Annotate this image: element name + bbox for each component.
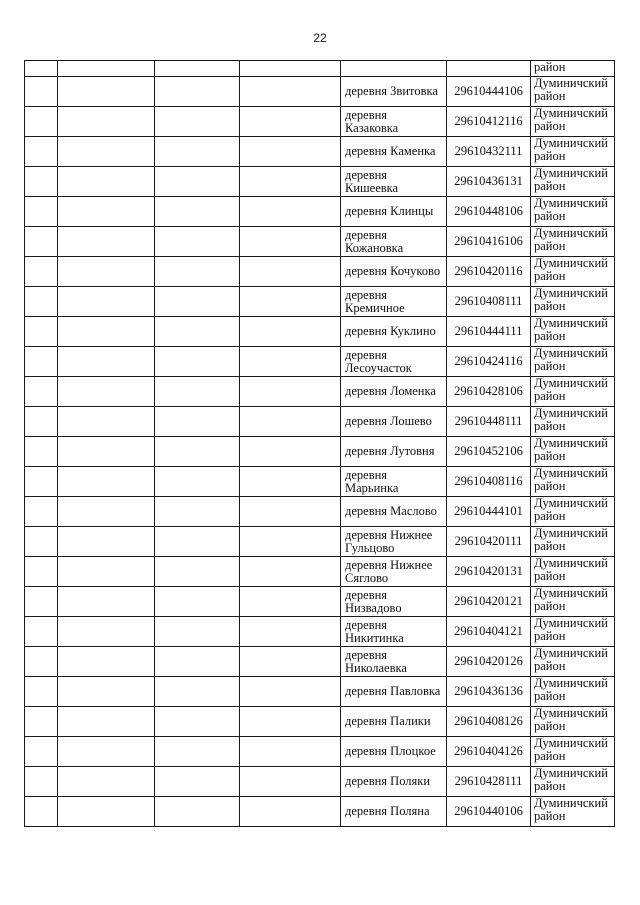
page-number: 22 [313, 31, 327, 45]
settlement-name-cell: деревня Клинцы [341, 197, 447, 227]
table-cell [25, 677, 58, 707]
settlement-name-cell: деревня Кочуково [341, 257, 447, 287]
table-cell [240, 707, 341, 737]
table-cell [155, 527, 240, 557]
table-cell [25, 167, 58, 197]
oktmo-code-cell: 29610404126 [447, 737, 531, 767]
table-cell [155, 61, 240, 77]
table-cell [155, 227, 240, 257]
table-cell [25, 707, 58, 737]
settlements-table [24, 60, 615, 827]
table-row [25, 647, 615, 677]
table-cell [25, 737, 58, 767]
table-cell [155, 197, 240, 227]
table-cell [447, 61, 531, 77]
table-cell [25, 77, 58, 107]
table-body [25, 61, 615, 827]
table-cell [155, 107, 240, 137]
table-row [25, 497, 615, 527]
table-cell [240, 107, 341, 137]
table-row [25, 61, 615, 77]
table-cell [155, 467, 240, 497]
table-row [25, 347, 615, 377]
settlement-name-cell: деревня Низвадово [341, 587, 447, 617]
table-cell [58, 617, 155, 647]
table-cell [25, 527, 58, 557]
table-row [25, 707, 615, 737]
table-cell [155, 137, 240, 167]
district-cell: Думиничский район [531, 197, 615, 227]
district-cell: Думиничский район [531, 137, 615, 167]
table-row [25, 737, 615, 767]
settlement-name-cell: деревня Лесоучасток [341, 347, 447, 377]
table-cell [240, 287, 341, 317]
district-cell: Думиничский район [531, 287, 615, 317]
oktmo-code-cell: 29610404121 [447, 617, 531, 647]
table-cell [58, 167, 155, 197]
table-cell [25, 617, 58, 647]
district-cell: Думиничский район [531, 677, 615, 707]
table-cell [240, 407, 341, 437]
table-cell [155, 377, 240, 407]
table-cell [58, 467, 155, 497]
oktmo-code-cell: 29610440106 [447, 797, 531, 827]
table-row [25, 107, 615, 137]
oktmo-code-cell: 29610444111 [447, 317, 531, 347]
table-cell [155, 647, 240, 677]
settlement-name-cell: деревня Поляки [341, 767, 447, 797]
table-cell [58, 437, 155, 467]
oktmo-code-cell: 29610420111 [447, 527, 531, 557]
table-cell [58, 557, 155, 587]
table-cell [240, 197, 341, 227]
table-cell [155, 347, 240, 377]
table-cell [58, 707, 155, 737]
table-cell [58, 677, 155, 707]
oktmo-code-cell: 29610448111 [447, 407, 531, 437]
table-cell [58, 407, 155, 437]
oktmo-code-cell: 29610428111 [447, 767, 531, 797]
table-row [25, 137, 615, 167]
settlement-name-cell: деревня Никитинка [341, 617, 447, 647]
oktmo-code-cell: 29610412116 [447, 107, 531, 137]
settlement-name-cell: деревня Казаковка [341, 107, 447, 137]
table-cell [240, 617, 341, 647]
oktmo-code-cell: 29610424116 [447, 347, 531, 377]
table-row [25, 437, 615, 467]
table-cell [58, 317, 155, 347]
table-row [25, 797, 615, 827]
table-cell [25, 437, 58, 467]
table-cell [240, 61, 341, 77]
table-cell [155, 587, 240, 617]
table-cell [58, 587, 155, 617]
settlement-name-cell: деревня Плоцкое [341, 737, 447, 767]
district-cell: Думиничский район [531, 737, 615, 767]
table-cell [58, 137, 155, 167]
oktmo-code-cell: 29610408126 [447, 707, 531, 737]
oktmo-code-cell: 29610428106 [447, 377, 531, 407]
oktmo-code-cell: 29610444106 [447, 77, 531, 107]
table-cell [155, 617, 240, 647]
oktmo-code-cell: 29610436136 [447, 677, 531, 707]
table-cell [155, 497, 240, 527]
table-cell [155, 407, 240, 437]
table-cell [240, 137, 341, 167]
table-cell [25, 557, 58, 587]
table-cell [25, 227, 58, 257]
table-cell [58, 377, 155, 407]
table-cell [240, 467, 341, 497]
table-cell [240, 587, 341, 617]
settlement-name-cell: деревня Марьинка [341, 467, 447, 497]
district-cell: Думиничский район [531, 437, 615, 467]
oktmo-code-cell: 29610408116 [447, 467, 531, 497]
table-cell [58, 647, 155, 677]
table-cell [240, 497, 341, 527]
settlement-name-cell: деревня Куклино [341, 317, 447, 347]
table-cell [155, 437, 240, 467]
table-cell [155, 77, 240, 107]
table-row [25, 167, 615, 197]
table-cell [240, 437, 341, 467]
table-row [25, 407, 615, 437]
table-row [25, 527, 615, 557]
table-cell [25, 407, 58, 437]
district-cell: Думиничский район [531, 257, 615, 287]
table-cell [240, 77, 341, 107]
table-cell [58, 61, 155, 77]
table-cell [58, 767, 155, 797]
district-cell: Думиничский район [531, 797, 615, 827]
oktmo-code-cell: 29610448106 [447, 197, 531, 227]
settlement-name-cell: деревня Каменка [341, 137, 447, 167]
settlement-name-cell: деревня Поляна [341, 797, 447, 827]
table-row [25, 227, 615, 257]
table-cell [58, 797, 155, 827]
oktmo-code-cell: 29610416106 [447, 227, 531, 257]
district-cell: Думиничский район [531, 767, 615, 797]
oktmo-code-cell: 29610420131 [447, 557, 531, 587]
table-row [25, 257, 615, 287]
table-row [25, 467, 615, 497]
table-row [25, 197, 615, 227]
oktmo-code-cell: 29610420121 [447, 587, 531, 617]
table-cell [240, 557, 341, 587]
table-cell [25, 797, 58, 827]
table-cell [155, 737, 240, 767]
table-cell [155, 707, 240, 737]
table-cell [240, 317, 341, 347]
settlement-name-cell: деревня Палики [341, 707, 447, 737]
table-cell [25, 137, 58, 167]
settlement-name-cell: деревня Ломенка [341, 377, 447, 407]
settlement-name-cell: деревня Лутовня [341, 437, 447, 467]
table-cell [58, 257, 155, 287]
table-cell [25, 767, 58, 797]
table-row [25, 77, 615, 107]
table-cell [58, 197, 155, 227]
table-cell [341, 61, 447, 77]
settlement-name-cell: деревня Кремичное [341, 287, 447, 317]
oktmo-code-cell: 29610408111 [447, 287, 531, 317]
table-cell [155, 257, 240, 287]
settlement-name-cell: деревня Лошево [341, 407, 447, 437]
table-row [25, 287, 615, 317]
table-cell [155, 287, 240, 317]
oktmo-code-cell: 29610452106 [447, 437, 531, 467]
table-cell [25, 347, 58, 377]
oktmo-code-cell: 29610444101 [447, 497, 531, 527]
district-cell: Думиничский район [531, 557, 615, 587]
table-cell [240, 347, 341, 377]
district-cell: Думиничский район [531, 707, 615, 737]
settlement-name-cell: деревня Кожановка [341, 227, 447, 257]
district-cell: Думиничский район [531, 587, 615, 617]
table-cell [240, 257, 341, 287]
table-cell [25, 587, 58, 617]
table-cell [25, 197, 58, 227]
table-row [25, 587, 615, 617]
settlement-name-cell: деревня Кишеевка [341, 167, 447, 197]
table-row [25, 377, 615, 407]
table-row [25, 767, 615, 797]
district-cell: Думиничский район [531, 167, 615, 197]
table-cell [155, 557, 240, 587]
table-cell [240, 227, 341, 257]
district-cell: Думиничский район [531, 497, 615, 527]
settlement-name-cell: деревня Нижнее Гульцово [341, 527, 447, 557]
oktmo-code-cell: 29610432111 [447, 137, 531, 167]
table-cell [58, 527, 155, 557]
table-cell [58, 227, 155, 257]
table-cell [25, 467, 58, 497]
table-row [25, 617, 615, 647]
district-cell: Думиничский район [531, 317, 615, 347]
table-cell [240, 797, 341, 827]
table-cell [58, 107, 155, 137]
table-cell [25, 377, 58, 407]
district-cell: район [531, 61, 615, 77]
district-cell: Думиничский район [531, 107, 615, 137]
oktmo-code-cell: 29610436131 [447, 167, 531, 197]
table-row [25, 317, 615, 347]
table-cell [240, 647, 341, 677]
table-cell [25, 257, 58, 287]
table-row [25, 677, 615, 707]
table-cell [240, 737, 341, 767]
district-cell: Думиничский район [531, 377, 615, 407]
table-cell [58, 737, 155, 767]
settlement-name-cell: деревня Нижнее Сяглово [341, 557, 447, 587]
table-cell [240, 527, 341, 557]
table-cell [155, 677, 240, 707]
table-cell [25, 107, 58, 137]
settlement-name-cell: деревня Маслово [341, 497, 447, 527]
district-cell: Думиничский район [531, 647, 615, 677]
table-cell [240, 167, 341, 197]
district-cell: Думиничский район [531, 527, 615, 557]
table-cell [155, 167, 240, 197]
table-cell [240, 767, 341, 797]
table-row [25, 557, 615, 587]
district-cell: Думиничский район [531, 467, 615, 497]
table-cell [58, 497, 155, 527]
table-cell [58, 347, 155, 377]
oktmo-code-cell: 29610420116 [447, 257, 531, 287]
table-cell [25, 287, 58, 317]
table-cell [155, 317, 240, 347]
settlement-name-cell: деревня Звитовка [341, 77, 447, 107]
table-cell [25, 61, 58, 77]
table-cell [155, 767, 240, 797]
table-cell [25, 317, 58, 347]
settlement-name-cell: деревня Павловка [341, 677, 447, 707]
table-cell [240, 677, 341, 707]
district-cell: Думиничский район [531, 347, 615, 377]
settlement-name-cell: деревня Николаевка [341, 647, 447, 677]
district-cell: Думиничский район [531, 227, 615, 257]
table-cell [155, 797, 240, 827]
table-cell [240, 377, 341, 407]
district-cell: Думиничский район [531, 617, 615, 647]
table-cell [25, 647, 58, 677]
table-cell [58, 287, 155, 317]
table-cell [58, 77, 155, 107]
table-cell [25, 497, 58, 527]
oktmo-code-cell: 29610420126 [447, 647, 531, 677]
district-cell: Думиничский район [531, 77, 615, 107]
district-cell: Думиничский район [531, 407, 615, 437]
